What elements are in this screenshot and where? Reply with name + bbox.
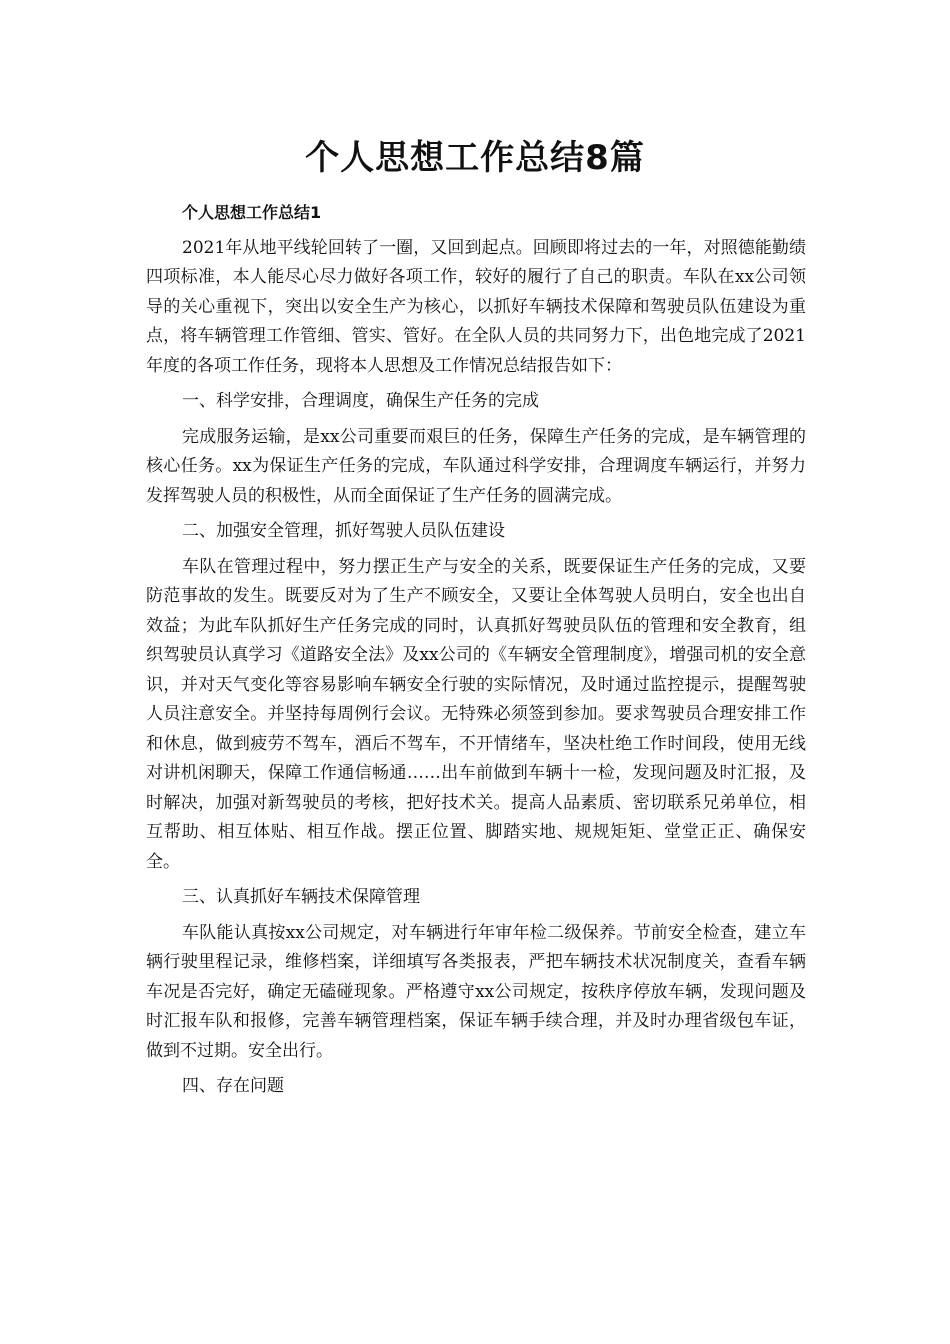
document-title: 个人思想工作总结8篇 [305,138,645,178]
section-heading-2: 二、加强安全管理，抓好驾驶人员队伍建设 [182,521,505,541]
section-paragraph-2: 车队在管理过程中，努力摆正生产与安全的关系，既要保证生产任务的完成，又要防范事故的发生。既要反对为了生产不顾安全，又要让全体驾驶人员明白，安全也出自效益；为此车队抓好生产任务完成的同时，认真抓好驾驶员队伍的管理和安全教育，组织驾驶员认真学习《道路安全法》及xx公司的《车辆安全管理制度》，增强司机的安全意识，并对天气变化等容易影响车辆安全行驶的实际情况，及时通过监控提示，提醒驾驶人员注意安全。并坚持每周例行会议。无特殊必须签到参加。要求驾驶员合理安排工作和休息，做到疲劳不驾车，酒后不驾车，不开情绪车，坚决杜绝工作时间段，使用无线对讲机闲聊天，保障工作通信畅通……出车前做到车辆十一检，发现问题及时汇报，及时解决，加强对新驾驶员的考核，把好技术关。提高人品素质、密切联系兄弟单位，相互帮助、相互体贴、相互作战。摆正位置、脚踏实地、规规矩矩、堂堂正正、确保安全。 [146,556,806,872]
section-heading-3: 三、认真抓好车辆技术保障管理 [182,887,420,907]
section-heading-4: 四、存在问题 [182,1076,284,1096]
section-subtitle: 个人思想工作总结1 [182,203,322,222]
section-paragraph-1: 完成服务运输，是xx公司重要而艰巨的任务，保障生产任务的完成，是车辆管理的核心任务。xx为保证生产任务的完成，车队通过科学安排，合理调度车辆运行，并努力发挥驾驶人员的积极性，从而全面保证了生产任务的圆满完成。 [146,426,806,506]
document-body [146,198,806,1108]
intro-paragraph: 2021年从地平线轮回转了一圈，又回到起点。回顾即将过去的一年，对照德能勤绩四项标准，本人能尽心尽力做好各项工作，较好的履行了自己的职责。车队在xx公司领导的关心重视下，突出以安全生产为核心，以抓好车辆技术保障和驾驶员队伍建设为重点，将车辆管理工作管细、管实、管好。在全队人员的共同努力下，出色地完成了2021年度的各项工作任务，现将本人思想及工作情况总结报告如下： [146,237,806,376]
section-heading-1: 一、科学安排，合理调度，确保生产任务的完成 [182,391,539,411]
section-paragraph-3: 车队能认真按xx公司规定，对车辆进行年审年检二级保养。节前安全检查，建立车辆行驶里程记录，维修档案，详细填写各类报表，严把车辆技术状况制度关，查看车辆车况是否完好，确定无磕碰现象。严格遵守xx公司规定，按秩序停放车辆，发现问题及时汇报车队和报修，完善车辆管理档案，保证车辆手续合理，并及时办理省级包车证，做到不过期。安全出行。 [146,922,806,1061]
